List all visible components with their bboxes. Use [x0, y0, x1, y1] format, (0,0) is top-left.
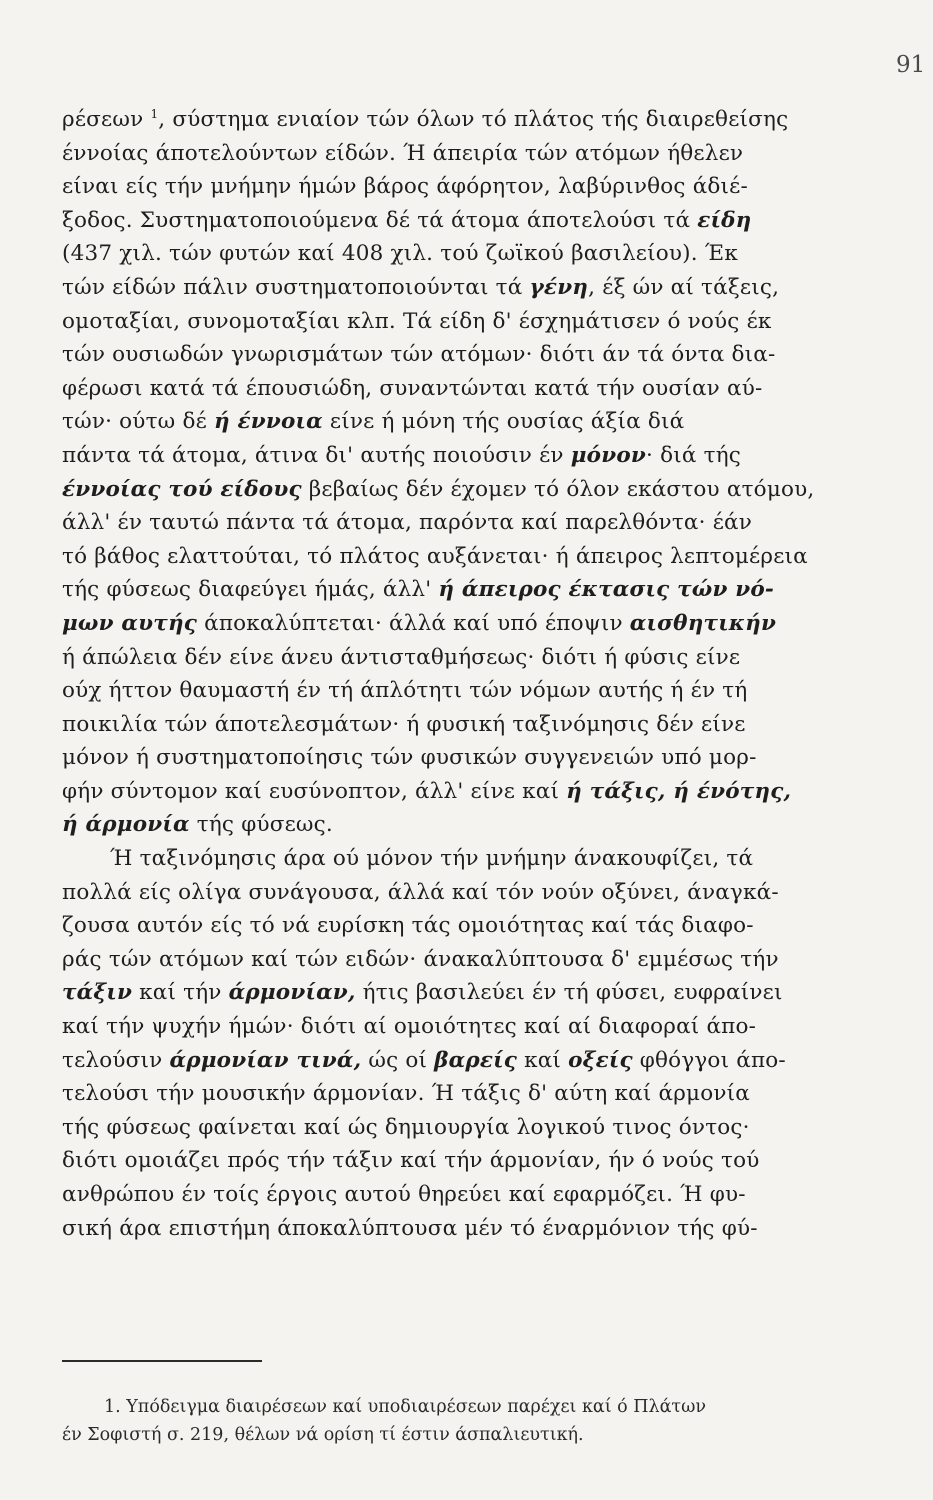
text-segment: τής φύσεως διαφεύγει ήμάς, άλλ': [62, 577, 439, 603]
text-segment: τών είδών πάλιν συστηματοποιούνται τά: [62, 274, 530, 300]
text-segment: τών ουσιωδών γνωρισμάτων τών ατόμων· διότι άν τά όντα δια-: [62, 342, 776, 368]
text-segment: ράς τών ατόμων καί τών ειδών· άνακαλύπτουσα δ' εμμέσως τήν: [62, 946, 779, 972]
text-segment: ή άπώλεια δέν είνε άνευ άντισταθμήσεως· διότι ή φύσις είνε: [62, 644, 741, 670]
text-line: [62, 1010, 820, 1044]
text-segment: τό βάθος ελαττούται, τό πλάτος αυξάνεται· ή άπειρος λεπτομέρεια: [62, 543, 808, 569]
text-line: [62, 506, 820, 540]
text-line: [62, 1044, 820, 1078]
emphasis-term: γένη: [529, 274, 589, 300]
text-segment: ώς οί: [361, 1047, 435, 1073]
text-segment: τελούσι τήν μουσικήν άρμονίαν. Ή τάξις δ' αύτη καί άρμονία: [62, 1081, 750, 1107]
text-line: [62, 540, 820, 574]
text-segment: ρέσεων: [62, 107, 151, 132]
emphasis-term: ή άρμονία: [62, 812, 190, 838]
text-segment: βεβαίως δέν έχομεν τό όλον εκάστου ατόμου,: [301, 476, 815, 502]
text-line: [62, 573, 820, 607]
text-segment: τών· ούτω δέ: [62, 409, 214, 435]
text-segment: σική άρα επιστήμη άποκαλύπτουσα μέν τό έναρμόνιον τής φύ-: [62, 1215, 758, 1241]
text-line: [62, 842, 820, 876]
emphasis-term: άρμονίαν,: [228, 980, 356, 1006]
text-segment: πολλά είς ολίγα συνάγουσα, άλλά καί τόν νούν οξύνει, άναγκά-: [62, 879, 779, 905]
text-line: [62, 271, 820, 305]
text-segment: φήν σύντομον καί ευσύνοπτον, άλλ' είνε καί: [62, 778, 567, 804]
text-segment: ούχ ήττον θαυμαστή έν τή άπλότητι τών νόμων αυτής ή έν τή: [62, 678, 748, 704]
emphasis-term: είδη: [697, 207, 752, 233]
text-segment: τελούσιν: [62, 1047, 170, 1073]
text-line: [62, 1212, 820, 1246]
text-line: [62, 741, 820, 775]
text-segment: διότι ομοιάζει πρός τήν τάξιν καί τήν άρμονίαν, ήν ό νούς τού: [62, 1148, 760, 1174]
footnote-rule: [62, 1360, 262, 1362]
footnote-marker: 1: [150, 106, 159, 121]
text-line: [62, 137, 820, 171]
text-line: [62, 943, 820, 977]
text-line: [62, 641, 820, 675]
text-line: [62, 237, 820, 271]
text-segment: μόνον ή συστηματοποίησις τών φυσικών συγγενειών υπό μορ-: [62, 745, 757, 771]
text-segment: , έξ ών αί τάξεις,: [588, 274, 780, 300]
text-segment: τής φύσεως φαίνεται καί ώς δημιουργία λογικού τινος όντος·: [62, 1114, 750, 1140]
emphasis-term: οξείς: [568, 1047, 633, 1073]
text-segment: φέρωσι κατά τά έπουσιώδη, συναντώνται κατά τήν ουσίαν αύ-: [62, 375, 763, 401]
emphasis-term: ή έννοια: [213, 409, 323, 435]
text-segment: ποικιλία τών άποτελεσμάτων· ή φυσική ταξινόμησις δέν είνε: [62, 711, 746, 737]
text-segment: ομοταξίαι, συνομοταξίαι κλπ. Τά είδη δ' έσχημάτισεν ό νούς έκ: [62, 308, 772, 334]
text-line: [62, 170, 820, 204]
text-segment: άλλ' έν ταυτώ πάντα τά άτομα, παρόντα καί παρελθόντα· έάν: [62, 510, 753, 536]
text-line: [62, 708, 820, 742]
footnote-line-1: 1. Υπόδειγμα διαιρέσεων καί υποδιαιρέσεων παρέχει καί ό Πλάτων: [104, 1397, 707, 1417]
text-line: [62, 1077, 820, 1111]
emphasis-term: ή τάξις, ή ένότης,: [566, 778, 792, 804]
text-line: [62, 808, 820, 842]
text-segment: · διά τής: [646, 442, 742, 468]
text-line: [62, 439, 820, 473]
text-line: [62, 405, 820, 439]
text-line: [62, 607, 820, 641]
text-segment: πάντα τά άτομα, άτινα δι' αυτής ποιούσιν έν: [62, 442, 571, 468]
footnote: [62, 1393, 852, 1449]
text-line: [62, 1111, 820, 1145]
text-segment: καί τήν ψυχήν ήμών· διότι αί ομοιότητες καί αί διαφοραί άπο-: [62, 1014, 757, 1040]
emphasis-term: μων αυτής: [62, 610, 198, 636]
emphasis-term: έννοίας τού είδους: [62, 476, 302, 502]
emphasis-term: αισθητικήν: [629, 610, 777, 636]
text-segment: άποκαλύπτεται· άλλά καί υπό έποψιν: [197, 610, 630, 636]
text-segment: Ή ταξινόμησις άρα ού μόνον τήν μνήμην άνακουφίζει, τά: [110, 846, 754, 872]
text-line: [62, 876, 820, 910]
text-line: [62, 103, 820, 137]
text-line: [62, 674, 820, 708]
emphasis-term: άρμονίαν τινά,: [169, 1047, 362, 1073]
page-number: 91: [896, 52, 926, 78]
text-line: [62, 372, 820, 406]
text-segment: καί: [517, 1047, 569, 1073]
text-line: [62, 204, 820, 238]
emphasis-term: τάξιν: [62, 980, 133, 1006]
text-line: [62, 976, 820, 1010]
text-segment: τής φύσεως.: [189, 812, 333, 838]
text-line: [62, 1144, 820, 1178]
text-line: [62, 775, 820, 809]
text-segment: , σύστημα ενιαίον τών όλων τό πλάτος τής διαιρεθείσης: [158, 107, 789, 132]
footnote-line-2: έν Σοφιστή σ. 219, θέλων νά ορίση τί έστιν άσπαλιευτική.: [62, 1425, 584, 1445]
emphasis-term: βαρείς: [434, 1047, 518, 1073]
text-line: [62, 909, 820, 943]
text-segment: ζουσα αυτόν είς τό νά ευρίσκη τάς ομοιότητας καί τάς διαφο-: [62, 913, 754, 939]
text-line: [62, 338, 820, 372]
emphasis-term: ή άπειρος έκτασις τών νό-: [438, 577, 775, 603]
text-line: [62, 305, 820, 339]
text-segment: ξοδος. Συστηματοποιούμενα δέ τά άτομα άποτελούσι τά: [62, 207, 698, 233]
text-segment: είνε ή μόνη τής ουσίας άξία διά: [322, 409, 685, 435]
text-segment: καί τήν: [132, 980, 229, 1006]
text-segment: έννοίας άποτελούντων είδών. Ή άπειρία τών ατόμων ήθελεν: [62, 140, 744, 166]
body-text: [62, 103, 820, 1245]
text-line: [62, 1178, 820, 1212]
text-segment: φθόγγοι άπο-: [632, 1047, 786, 1073]
text-segment: είναι είς τήν μνήμην ήμών βάρος άφόρητον, λαβύρινθος άδιέ-: [62, 174, 748, 200]
text-segment: ανθρώπου έν τοίς έργοις αυτού θηρεύει καί εφαρμόζει. Ή φυ-: [62, 1182, 746, 1207]
text-segment: ήτις βασιλεύει έν τή φύσει, ευφραίνει: [355, 980, 783, 1006]
emphasis-term: μόνον: [570, 442, 646, 468]
text-segment: (437 χιλ. τών φυτών καί 408 χιλ. τού ζωϊκού βασιλείου). Έκ: [62, 241, 738, 267]
text-line: [62, 473, 820, 507]
